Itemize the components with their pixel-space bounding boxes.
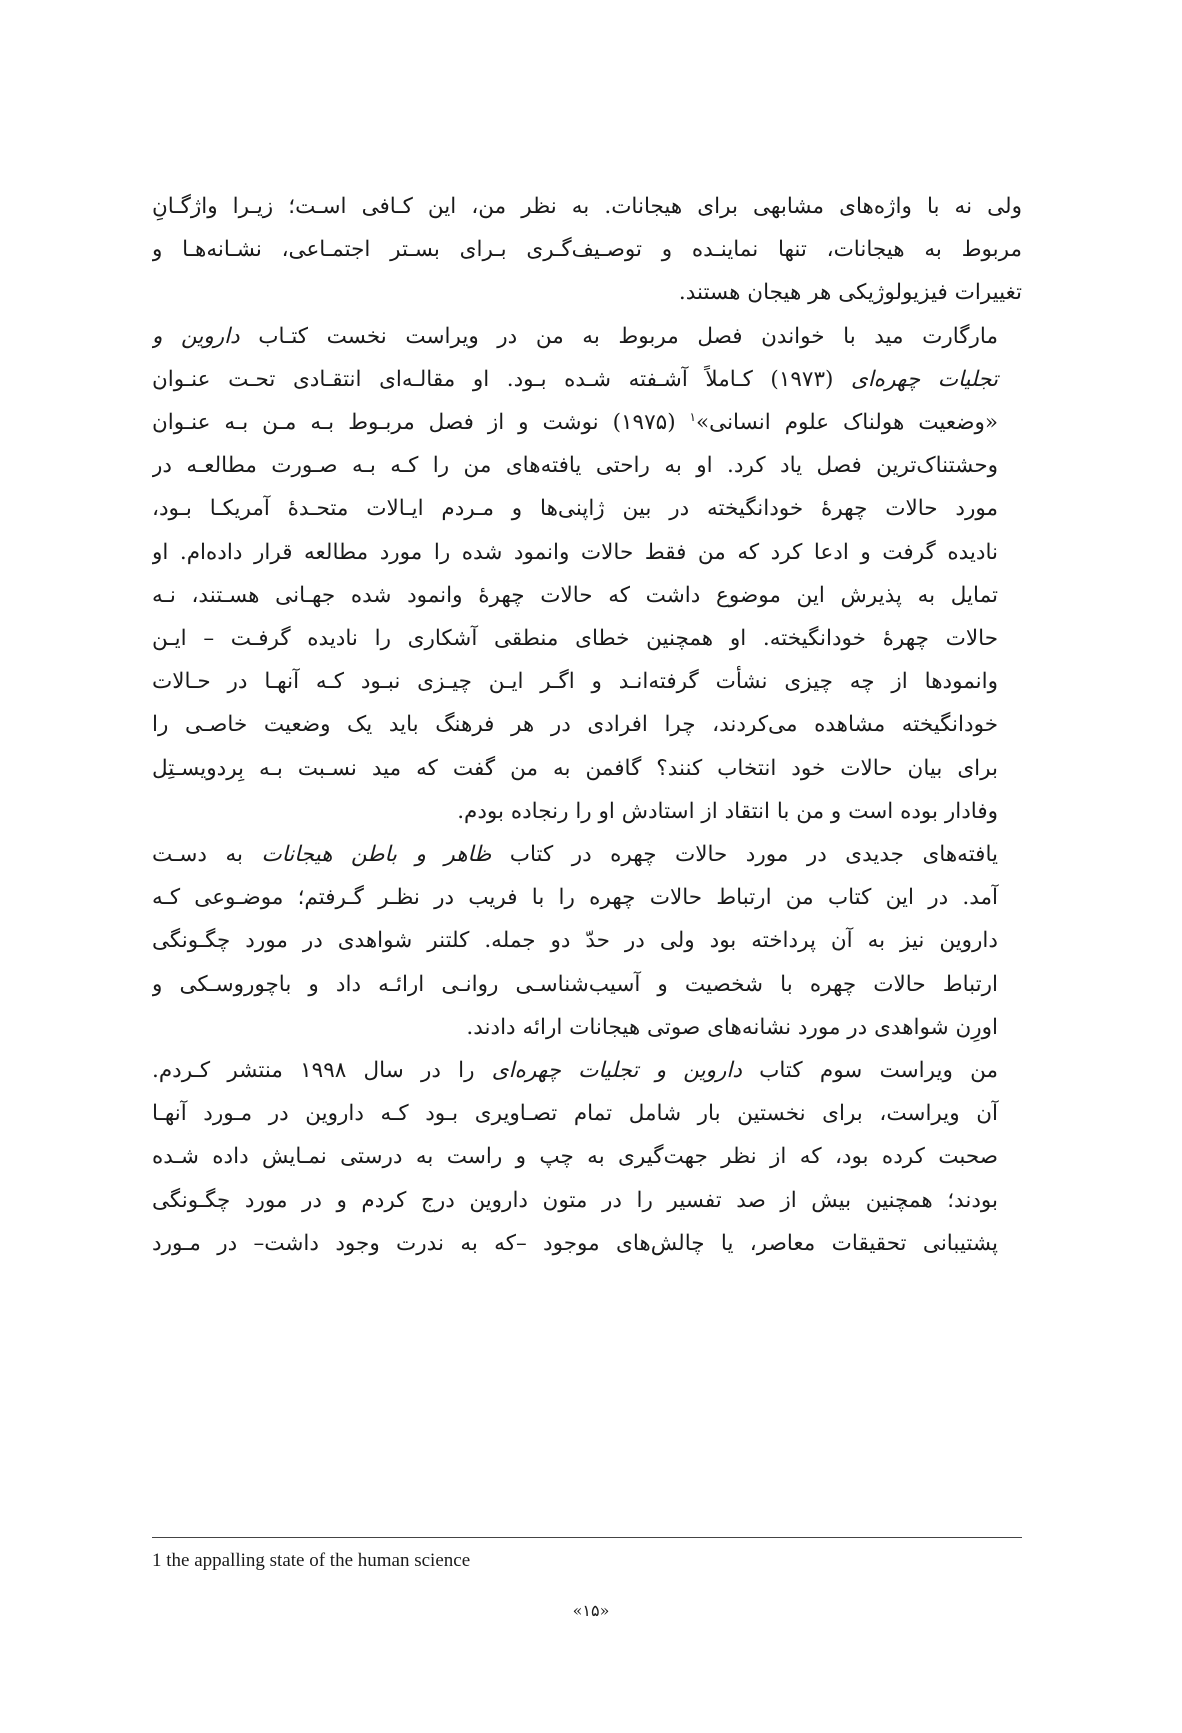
- text-line: برای بیان حالات خود انتخاب کنند؟ گافمن به من گفت که مید نسـبت بـه بِردویسـتِل: [152, 755, 998, 781]
- text-run: من ویراست سوم کتاب: [741, 1058, 998, 1084]
- text-line: آن ویراست، برای نخستین بار شامل تمام تصـاویری بـود کـه داروین در مـورد آنهـا: [152, 1101, 998, 1127]
- text-line: مورد حالات چهرهٔ خودانگیخته در بین ژاپنی‌ها و مـردم ایـالات متحـدهٔ آمریکـا بـود،: [152, 496, 998, 522]
- page-number: «۱۵»: [572, 1601, 610, 1620]
- text-line: حالات چهرهٔ خودانگیخته. او همچنین خطای منطقی آشکاری را نادیده گرفـت – ایـن: [152, 626, 998, 652]
- book-title-italic: داروین و تجلیات چهره‌ای: [491, 1058, 742, 1084]
- text-line: نادیده گرفت و ادعا کرد که من فقط حالات وانمود شده را مورد مطالعه قرار داده‌ام. او: [152, 539, 998, 565]
- text-line: آمد. در این کتاب من ارتباط حالات چهره را با فریب در نظـر گـرفتم؛ موضـوعی کـه: [152, 885, 998, 911]
- text-line: بودند؛ همچنین بیش از صد تفسیر را در متون داروین درج کردم و در مورد چگـونگی: [152, 1187, 998, 1213]
- text-run: «وضعیت هولناک علوم انسانی»: [696, 410, 998, 436]
- text-line: وانمودها از چه چیزی نشأت گرفته‌انـد و اگـر ایـن چیـزی نبـود کـه آنهـا در حـالات: [152, 669, 998, 695]
- text-line: [152, 358, 1022, 401]
- book-title-italic: تجلیات چهره‌ای: [851, 366, 998, 392]
- text-line: وحشتناک‌ترین فصل یاد کرد. او به راحتی یافته‌های من را کـه بـه صـورت مطالعـه در: [152, 453, 998, 479]
- text-line: تغییرات فیزیولوژیکی هر هیجان هستند.: [678, 280, 1022, 306]
- text-run: مارگارت مید با خواندن فصل مربوط به من در ویراست نخست کتـاب: [239, 323, 998, 349]
- text-run: به دسـت: [152, 842, 262, 868]
- text-line: [152, 315, 1022, 358]
- text-line: خودانگیخته مشاهده می‌کردند، چرا افرادی در هر فرهنگ باید یک وضعیت خاصـی را: [152, 712, 998, 738]
- text-line: [152, 833, 1022, 876]
- text-line: پشتیبانی تحقیقات معاصر، یا چالش‌های موجود –که به ندرت وجود داشت– در مـورد: [152, 1230, 998, 1256]
- text-line: اورِن شواهدی در مورد نشانه‌های صوتی هیجانات ارائه دادند.: [466, 1014, 998, 1040]
- body-text: [152, 185, 1022, 1265]
- text-line: وفادار بوده است و من با انتقاد از استادش او را رنجاده بودم.: [457, 798, 998, 824]
- text-line: [152, 401, 1022, 444]
- paragraph-4: [152, 1049, 1022, 1265]
- book-title-italic: ظاهر و باطن هیجانات: [261, 842, 492, 868]
- paragraph-1: [152, 185, 1022, 315]
- text-line: داروین نیز به آن پرداخته بود ولی در حدّ دو جمله. کلتنر شواهدی در مورد چگـونگی: [152, 928, 998, 954]
- footnote: 1 the appalling state of the human science: [152, 1550, 471, 1571]
- text-line: مربوط به هیجانات، تنها نماینـده و توصـیف‌گـری بـرای بسـتر اجتمـاعی، نشـانه‌هـا و: [152, 237, 1022, 263]
- book-title-italic: داروین و: [152, 323, 240, 349]
- text-run: را در سال ۱۹۹۸ منتشر کـردم.: [152, 1058, 492, 1084]
- text-run: (۱۹۷۳) کـاملاً آشـفته شـده بـود. او مقالـه‌ای انتقـادی تحـت عنـوان: [152, 366, 851, 392]
- text-line: ولی نه با واژه‌های مشابهی برای هیجانات. به نظر من، این کـافی اسـت؛ زیـرا واژگـانِ: [152, 194, 1022, 219]
- text-line: تمایل به پذیرش این موضوع داشت که حالات چهرهٔ وانمود شده جهـانی هسـتند، نـه: [152, 582, 998, 608]
- footnote-separator: [152, 1537, 1022, 1538]
- text-run: یافته‌های جدیدی در مورد حالات چهره در کتاب: [491, 842, 998, 868]
- footnote-reference[interactable]: ۱: [689, 409, 696, 424]
- paragraph-2: [152, 315, 1022, 833]
- paragraph-3: [152, 833, 1022, 1049]
- text-run: (۱۹۷۵) نوشت و از فصل مربـوط بـه مـن بـه عنـوان: [152, 410, 690, 436]
- text-line: صحبت کرده بود، که از نظر جهت‌گیری به چپ و راست به درستی نمـایش داده شـده: [152, 1144, 998, 1170]
- text-line: [152, 1049, 1022, 1092]
- text-line: ارتباط حالات چهره با شخصیت و آسیب‌شناسـی روانـی ارائـه داد و باچوروسـکی و: [152, 971, 998, 997]
